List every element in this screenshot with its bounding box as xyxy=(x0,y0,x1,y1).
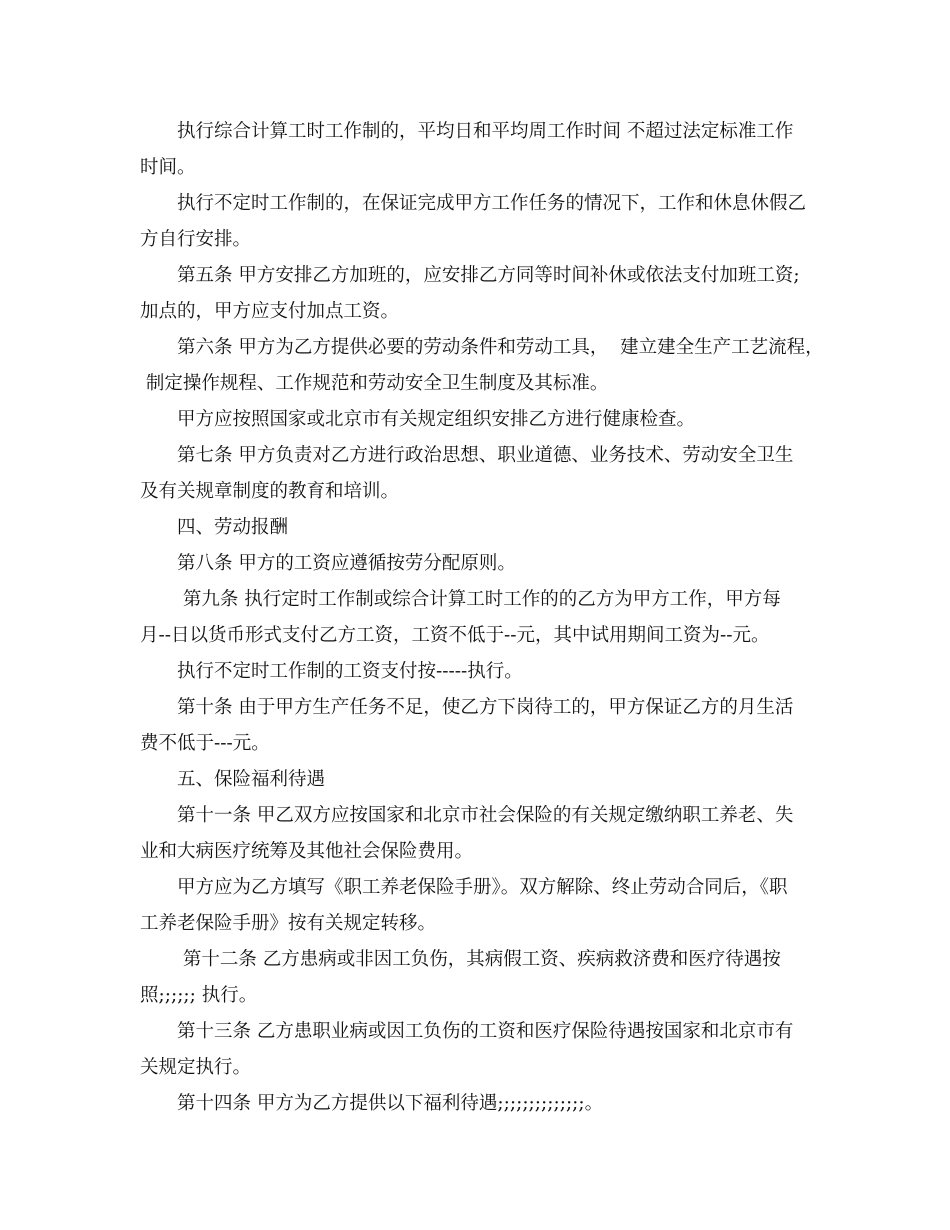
document-body xyxy=(140,114,824,1122)
text-line: 第五条 甲方安排乙方加班的，应安排乙方同等时间补休或依法支付加班工资; xyxy=(177,265,800,286)
text-line: 制定操作规程、工作规范和劳动安全卫生制度及其标准。 xyxy=(140,373,609,394)
text-line: 第八条 甲方的工资应遵循按劳分配原则。 xyxy=(177,553,516,574)
text-line: 执行综合计算工时工作制的，平均日和平均周工作时间 不超过法定标准工作 xyxy=(177,121,794,142)
text-line: 第六条 甲方为乙方提供必要的劳动条件和劳动工具， 建立建全生产工艺流程， xyxy=(177,337,824,358)
text-line: 第十一条 甲乙双方应按国家和北京市社会保险的有关规定缴纳职工养老、失 xyxy=(177,805,794,826)
text-line: 月--日以货币形式支付乙方工资，工资不低于--元，其中试用期间工资为--元。 xyxy=(140,625,770,646)
text-line: 执行不定时工作制的工资支付按-----执行。 xyxy=(177,661,523,682)
text-line: 照;;;;;; 执行。 xyxy=(140,985,258,1006)
text-line: 第九条 执行定时工作制或综合计算工时工作的的乙方为甲方工作，甲方每 xyxy=(177,589,781,610)
text-line: 第十三条 乙方患职业病或因工负伤的工资和医疗保险待遇按国家和北京市有 xyxy=(177,1021,794,1042)
text-line: 四、劳动报酬 xyxy=(177,517,289,538)
text-line: 执行不定时工作制的，在保证完成甲方工作任务的情况下，工作和休息休假乙 xyxy=(177,193,807,214)
text-line: 关规定执行。 xyxy=(140,1057,252,1078)
text-line: 五、保险福利待遇 xyxy=(177,769,326,790)
text-line: 及有关规章制度的教育和培训。 xyxy=(140,481,400,502)
text-line: 第七条 甲方负责对乙方进行政治思想、职业道德、业务技术、劳动安全卫生 xyxy=(177,445,794,466)
text-line: 业和大病医疗统筹及其他社会保险费用。 xyxy=(140,841,474,862)
text-line: 工养老保险手册》按有关规定转移。 xyxy=(140,913,437,934)
text-line: 第十四条 甲方为乙方提供以下福利待遇;;;;;;;;;;;;;;。 xyxy=(177,1093,604,1114)
text-line: 第十条 由于甲方生产任务不足，使乙方下岗待工的，甲方保证乙方的月生活 xyxy=(177,697,794,718)
text-line: 时间。 xyxy=(140,157,196,178)
text-line: 第十二条 乙方患病或非因工负伤，其病假工资、疾病救济费和医疗待遇按 xyxy=(177,949,781,970)
text-line: 费不低于---元。 xyxy=(140,733,270,754)
text-line: 甲方应按照国家或北京市有关规定组织安排乙方进行健康检查。 xyxy=(177,409,696,430)
text-line: 加点的，甲方应支付加点工资。 xyxy=(140,301,400,322)
text-line: 甲方应为乙方填写《职工养老保险手册》。双方解除、终止劳动合同后，《职 xyxy=(177,877,788,898)
text-line: 方自行安排。 xyxy=(140,229,252,250)
